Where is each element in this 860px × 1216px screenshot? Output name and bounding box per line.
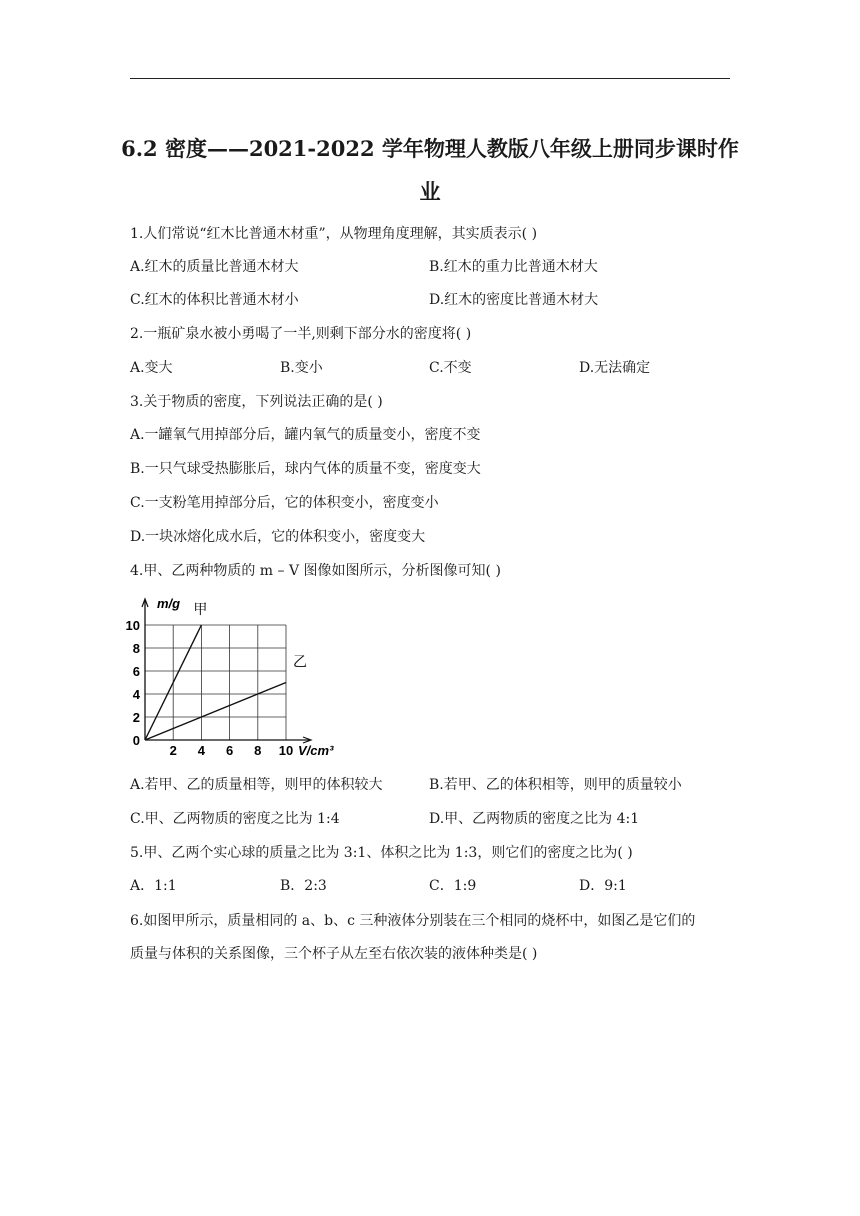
question-5-stem: 5.甲、乙两个实心球的质量之比为 3:1、体积之比为 1:3，则它们的密度之比为( ) [130, 845, 633, 861]
x-tick-label: 8 [254, 743, 262, 758]
x-axis-label: V/cm³ [298, 743, 334, 758]
question-4-stem: 4.甲、乙两种物质的 m – V 图像如图所示，分析图像可知( ) [130, 563, 501, 579]
page-title-continued: 业 [419, 179, 441, 204]
y-tick-label: 10 [125, 618, 140, 633]
m-v-graph [120, 590, 360, 762]
q3-option-d[interactable]: D.一块冰熔化成水后，它的体积变小，密度变大 [130, 529, 426, 545]
x-tick-label: 6 [225, 743, 234, 758]
y-tick-label: 2 [132, 710, 140, 725]
q5-option-c[interactable]: C．1:9 [429, 878, 477, 894]
q4-option-d[interactable]: D.甲、乙两物质的密度之比为 4:1 [429, 811, 640, 827]
q2-option-a[interactable]: A.变大 [130, 360, 173, 376]
x-tick-label: 4 [197, 743, 206, 758]
header-rule [130, 78, 730, 79]
y-tick-label: 4 [132, 687, 140, 702]
q5-option-d[interactable]: D．9:1 [579, 878, 627, 894]
q2-option-b[interactable]: B.变小 [280, 360, 323, 376]
q3-option-c[interactable]: C.一支粉笔用掉部分后，它的体积变小，密度变小 [130, 495, 439, 511]
question-6-stem: 6.如图甲所示，质量相同的 a、b、c 三种液体分别装在三个相同的烧杯中，如图乙是它们的 [130, 913, 696, 929]
x-tick-label: 10 [278, 743, 294, 758]
page-title: 6.2 密度——2021-2022 学年物理人教版八年级上册同步课时作 [121, 136, 739, 161]
q3-option-b[interactable]: B.一只气球受热膨胀后，球内气体的质量不变，密度变大 [130, 461, 481, 477]
q1-option-a[interactable]: A.红木的质量比普通木材大 [130, 259, 299, 275]
q4-option-b[interactable]: B.若甲、乙的体积相等，则甲的质量较小 [429, 777, 682, 793]
series-label-1: 乙 [293, 654, 307, 671]
q5-option-a[interactable]: A．1:1 [130, 878, 177, 894]
q2-option-d[interactable]: D.无法确定 [579, 360, 651, 376]
q3-option-a[interactable]: A.一罐氧气用掉部分后，罐内氧气的质量变小，密度不变 [130, 427, 481, 443]
x-tick-label: 2 [169, 743, 177, 758]
q4-option-a[interactable]: A.若甲、乙的质量相等，则甲的体积较大 [130, 777, 383, 793]
q5-option-b[interactable]: B．2:3 [280, 878, 327, 894]
y-tick-label: 0 [132, 733, 140, 748]
question-6-stem-continued: 质量与体积的关系图像，三个杯子从左至右依次装的液体种类是( ) [130, 946, 538, 962]
q1-option-b[interactable]: B.红木的重力比普通木材大 [429, 259, 598, 275]
y-tick-label: 8 [132, 641, 140, 656]
series-line-1 [145, 683, 286, 741]
series-label-0: 甲 [193, 602, 208, 618]
question-2-stem: 2.一瓶矿泉水被小勇喝了一半,则剩下部分水的密度将( ) [130, 326, 472, 342]
y-tick-label: 6 [132, 664, 140, 679]
q4-option-c[interactable]: C.甲、乙两物质的密度之比为 1:4 [130, 811, 340, 827]
question-3-stem: 3.关于物质的密度，下列说法正确的是( ) [130, 394, 383, 410]
q1-option-c[interactable]: C.红木的体积比普通木材小 [130, 292, 299, 308]
q2-option-c[interactable]: C.不变 [429, 360, 472, 376]
q1-option-d[interactable]: D.红木的密度比普通木材大 [429, 292, 599, 308]
question-1-stem: 1.人们常说“红木比普通木材重”，从物理角度理解，其实质表示( ) [130, 226, 538, 242]
y-axis-label: m/g [157, 596, 181, 611]
